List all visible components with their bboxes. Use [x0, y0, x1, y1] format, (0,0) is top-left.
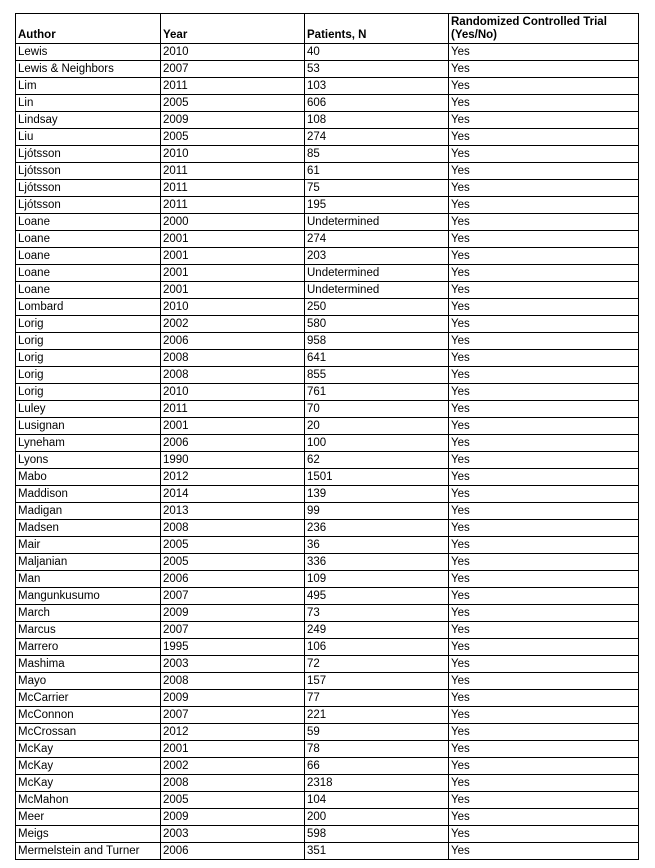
table-row	[16, 367, 639, 384]
year-cell: 2012	[161, 724, 305, 741]
year-cell: 2003	[161, 656, 305, 673]
year-cell: 2001	[161, 282, 305, 299]
author-cell: Loane	[16, 231, 161, 248]
author-cell: Lin	[16, 95, 161, 112]
author-cell: Lorig	[16, 333, 161, 350]
year-cell: 2009	[161, 809, 305, 826]
author-cell: Lyneham	[16, 435, 161, 452]
author-cell: Lyons	[16, 452, 161, 469]
table-row	[16, 758, 639, 775]
year-cell: 2011	[161, 180, 305, 197]
patients-cell: 99	[305, 503, 449, 520]
table-row	[16, 537, 639, 554]
author-cell: Loane	[16, 282, 161, 299]
patients-cell: 157	[305, 673, 449, 690]
author-cell: Ljótsson	[16, 197, 161, 214]
year-cell: 2003	[161, 826, 305, 843]
table-row	[16, 724, 639, 741]
author-cell: McConnon	[16, 707, 161, 724]
year-cell: 2013	[161, 503, 305, 520]
header-year: Year	[161, 14, 305, 44]
table-row	[16, 129, 639, 146]
author-cell: Loane	[16, 214, 161, 231]
table-row	[16, 197, 639, 214]
year-cell: 2002	[161, 316, 305, 333]
rct-cell: Yes	[449, 486, 639, 503]
rct-cell: Yes	[449, 792, 639, 809]
year-cell: 2010	[161, 44, 305, 61]
table-row	[16, 418, 639, 435]
year-cell: 2007	[161, 707, 305, 724]
rct-cell: Yes	[449, 248, 639, 265]
header-patients: Patients, N	[305, 14, 449, 44]
year-cell: 2011	[161, 197, 305, 214]
author-cell: Lorig	[16, 384, 161, 401]
author-cell: Mangunkusumo	[16, 588, 161, 605]
table-row	[16, 503, 639, 520]
author-cell: Marcus	[16, 622, 161, 639]
rct-cell: Yes	[449, 571, 639, 588]
patients-cell: 761	[305, 384, 449, 401]
patients-cell: 108	[305, 112, 449, 129]
table-row	[16, 248, 639, 265]
rct-cell: Yes	[449, 299, 639, 316]
patients-cell: 36	[305, 537, 449, 554]
year-cell: 2005	[161, 537, 305, 554]
table-row	[16, 639, 639, 656]
table-row	[16, 588, 639, 605]
year-cell: 2002	[161, 758, 305, 775]
header-rct: Randomized Controlled Trial (Yes/No)	[449, 14, 639, 44]
patients-cell: 106	[305, 639, 449, 656]
patients-cell: 62	[305, 452, 449, 469]
table-row	[16, 401, 639, 418]
rct-cell: Yes	[449, 724, 639, 741]
patients-cell: 66	[305, 758, 449, 775]
rct-cell: Yes	[449, 265, 639, 282]
table-body	[16, 44, 639, 860]
table-row	[16, 435, 639, 452]
rct-cell: Yes	[449, 741, 639, 758]
patients-cell: 580	[305, 316, 449, 333]
year-cell: 2007	[161, 61, 305, 78]
patients-cell: 606	[305, 95, 449, 112]
year-cell: 2010	[161, 299, 305, 316]
patients-cell: 641	[305, 350, 449, 367]
patients-cell: 2318	[305, 775, 449, 792]
author-cell: Maddison	[16, 486, 161, 503]
patients-cell: 274	[305, 231, 449, 248]
rct-cell: Yes	[449, 316, 639, 333]
year-cell: 2011	[161, 163, 305, 180]
year-cell: 2008	[161, 350, 305, 367]
header-author: Author	[16, 14, 161, 44]
patients-cell: 249	[305, 622, 449, 639]
year-cell: 2006	[161, 435, 305, 452]
rct-cell: Yes	[449, 44, 639, 61]
rct-cell: Yes	[449, 61, 639, 78]
patients-cell: 1501	[305, 469, 449, 486]
author-cell: Liu	[16, 129, 161, 146]
author-cell: McKay	[16, 758, 161, 775]
rct-cell: Yes	[449, 554, 639, 571]
patients-cell: Undetermined	[305, 282, 449, 299]
rct-cell: Yes	[449, 809, 639, 826]
table-row	[16, 333, 639, 350]
patients-cell: 70	[305, 401, 449, 418]
patients-cell: 351	[305, 843, 449, 860]
rct-cell: Yes	[449, 537, 639, 554]
author-cell: Loane	[16, 248, 161, 265]
author-cell: Ljótsson	[16, 146, 161, 163]
year-cell: 2001	[161, 248, 305, 265]
year-cell: 2008	[161, 520, 305, 537]
author-cell: McCrossan	[16, 724, 161, 741]
year-cell: 2005	[161, 129, 305, 146]
author-cell: Mashima	[16, 656, 161, 673]
author-cell: Mermelstein and Turner	[16, 843, 161, 860]
author-cell: McKay	[16, 775, 161, 792]
year-cell: 2009	[161, 112, 305, 129]
author-cell: McMahon	[16, 792, 161, 809]
year-cell: 2006	[161, 571, 305, 588]
table-row	[16, 316, 639, 333]
patients-cell: 139	[305, 486, 449, 503]
year-cell: 2008	[161, 673, 305, 690]
patients-cell: 958	[305, 333, 449, 350]
header-row	[16, 14, 639, 44]
year-cell: 1995	[161, 639, 305, 656]
patients-cell: 274	[305, 129, 449, 146]
author-cell: Meer	[16, 809, 161, 826]
author-cell: McCarrier	[16, 690, 161, 707]
table-row	[16, 520, 639, 537]
table-row	[16, 775, 639, 792]
rct-cell: Yes	[449, 843, 639, 860]
author-cell: Ljótsson	[16, 180, 161, 197]
author-cell: Maljanian	[16, 554, 161, 571]
rct-cell: Yes	[449, 197, 639, 214]
patients-cell: Undetermined	[305, 265, 449, 282]
year-cell: 2007	[161, 588, 305, 605]
rct-cell: Yes	[449, 503, 639, 520]
studies-table	[15, 13, 639, 860]
author-cell: Lim	[16, 78, 161, 95]
author-cell: Madsen	[16, 520, 161, 537]
author-cell: Mabo	[16, 469, 161, 486]
year-cell: 2001	[161, 741, 305, 758]
table-row	[16, 809, 639, 826]
patients-cell: 75	[305, 180, 449, 197]
year-cell: 2010	[161, 384, 305, 401]
rct-cell: Yes	[449, 605, 639, 622]
author-cell: Lewis & Neighbors	[16, 61, 161, 78]
rct-cell: Yes	[449, 588, 639, 605]
table-row	[16, 163, 639, 180]
rct-cell: Yes	[449, 673, 639, 690]
year-cell: 2005	[161, 792, 305, 809]
patients-cell: 100	[305, 435, 449, 452]
author-cell: Lusignan	[16, 418, 161, 435]
rct-cell: Yes	[449, 826, 639, 843]
author-cell: Lorig	[16, 367, 161, 384]
author-cell: Loane	[16, 265, 161, 282]
author-cell: Mayo	[16, 673, 161, 690]
rct-cell: Yes	[449, 163, 639, 180]
table-row	[16, 741, 639, 758]
studies-table-container	[15, 13, 639, 860]
author-cell: Madigan	[16, 503, 161, 520]
patients-cell: 20	[305, 418, 449, 435]
patients-cell: 103	[305, 78, 449, 95]
patients-cell: 53	[305, 61, 449, 78]
author-cell: Marrero	[16, 639, 161, 656]
rct-cell: Yes	[449, 78, 639, 95]
year-cell: 2009	[161, 690, 305, 707]
year-cell: 2014	[161, 486, 305, 503]
year-cell: 2011	[161, 78, 305, 95]
rct-cell: Yes	[449, 775, 639, 792]
table-row	[16, 690, 639, 707]
patients-cell: 495	[305, 588, 449, 605]
patients-cell: 598	[305, 826, 449, 843]
table-row	[16, 826, 639, 843]
rct-cell: Yes	[449, 112, 639, 129]
rct-cell: Yes	[449, 333, 639, 350]
year-cell: 2001	[161, 265, 305, 282]
rct-cell: Yes	[449, 418, 639, 435]
patients-cell: 59	[305, 724, 449, 741]
author-cell: Lewis	[16, 44, 161, 61]
rct-cell: Yes	[449, 435, 639, 452]
rct-cell: Yes	[449, 707, 639, 724]
patients-cell: 104	[305, 792, 449, 809]
table-row	[16, 673, 639, 690]
year-cell: 2011	[161, 401, 305, 418]
author-cell: Lindsay	[16, 112, 161, 129]
table-row	[16, 146, 639, 163]
patients-cell: 40	[305, 44, 449, 61]
patients-cell: 855	[305, 367, 449, 384]
table-row	[16, 44, 639, 61]
author-cell: Lorig	[16, 350, 161, 367]
author-cell: Ljótsson	[16, 163, 161, 180]
table-row	[16, 571, 639, 588]
rct-cell: Yes	[449, 180, 639, 197]
rct-cell: Yes	[449, 95, 639, 112]
table-row	[16, 231, 639, 248]
table-row	[16, 792, 639, 809]
patients-cell: 73	[305, 605, 449, 622]
year-cell: 2006	[161, 843, 305, 860]
author-cell: March	[16, 605, 161, 622]
author-cell: Lombard	[16, 299, 161, 316]
rct-cell: Yes	[449, 452, 639, 469]
patients-cell: 78	[305, 741, 449, 758]
table-row	[16, 656, 639, 673]
table-row	[16, 843, 639, 860]
rct-cell: Yes	[449, 469, 639, 486]
table-row	[16, 622, 639, 639]
table-row	[16, 180, 639, 197]
patients-cell: 61	[305, 163, 449, 180]
table-row	[16, 214, 639, 231]
table-row	[16, 78, 639, 95]
author-cell: Mair	[16, 537, 161, 554]
table-row	[16, 265, 639, 282]
patients-cell: 72	[305, 656, 449, 673]
year-cell: 2008	[161, 367, 305, 384]
table-row	[16, 486, 639, 503]
year-cell: 2008	[161, 775, 305, 792]
patients-cell: 336	[305, 554, 449, 571]
year-cell: 2010	[161, 146, 305, 163]
rct-cell: Yes	[449, 146, 639, 163]
rct-cell: Yes	[449, 401, 639, 418]
rct-cell: Yes	[449, 350, 639, 367]
table-row	[16, 452, 639, 469]
patients-cell: Undetermined	[305, 214, 449, 231]
table-row	[16, 95, 639, 112]
table-row	[16, 554, 639, 571]
year-cell: 2012	[161, 469, 305, 486]
patients-cell: 77	[305, 690, 449, 707]
year-cell: 2007	[161, 622, 305, 639]
table-header	[16, 14, 639, 44]
year-cell: 2005	[161, 95, 305, 112]
table-row	[16, 707, 639, 724]
patients-cell: 200	[305, 809, 449, 826]
rct-cell: Yes	[449, 282, 639, 299]
patients-cell: 221	[305, 707, 449, 724]
year-cell: 2000	[161, 214, 305, 231]
rct-cell: Yes	[449, 656, 639, 673]
rct-cell: Yes	[449, 231, 639, 248]
table-row	[16, 112, 639, 129]
patients-cell: 250	[305, 299, 449, 316]
patients-cell: 236	[305, 520, 449, 537]
author-cell: McKay	[16, 741, 161, 758]
year-cell: 1990	[161, 452, 305, 469]
rct-cell: Yes	[449, 690, 639, 707]
author-cell: Lorig	[16, 316, 161, 333]
patients-cell: 85	[305, 146, 449, 163]
rct-cell: Yes	[449, 639, 639, 656]
year-cell: 2009	[161, 605, 305, 622]
table-row	[16, 384, 639, 401]
patients-cell: 109	[305, 571, 449, 588]
rct-cell: Yes	[449, 758, 639, 775]
author-cell: Meigs	[16, 826, 161, 843]
year-cell: 2001	[161, 231, 305, 248]
patients-cell: 203	[305, 248, 449, 265]
rct-cell: Yes	[449, 367, 639, 384]
author-cell: Man	[16, 571, 161, 588]
table-row	[16, 605, 639, 622]
year-cell: 2001	[161, 418, 305, 435]
year-cell: 2005	[161, 554, 305, 571]
table-row	[16, 350, 639, 367]
year-cell: 2006	[161, 333, 305, 350]
patients-cell: 195	[305, 197, 449, 214]
rct-cell: Yes	[449, 129, 639, 146]
table-row	[16, 299, 639, 316]
rct-cell: Yes	[449, 384, 639, 401]
author-cell: Luley	[16, 401, 161, 418]
table-row	[16, 61, 639, 78]
table-row	[16, 282, 639, 299]
rct-cell: Yes	[449, 214, 639, 231]
table-row	[16, 469, 639, 486]
rct-cell: Yes	[449, 520, 639, 537]
rct-cell: Yes	[449, 622, 639, 639]
